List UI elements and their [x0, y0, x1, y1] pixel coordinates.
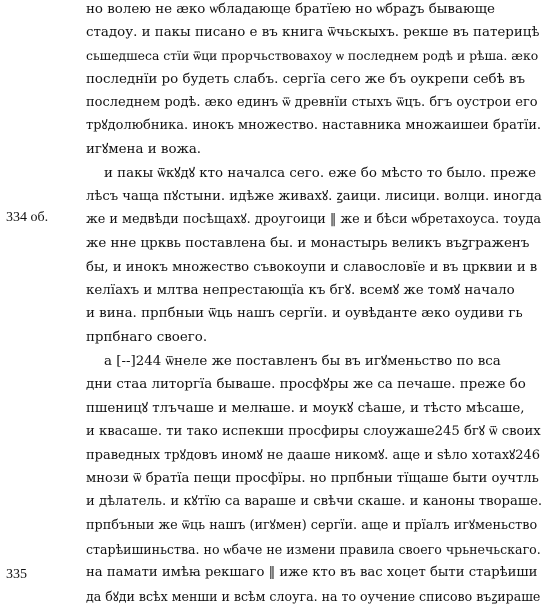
text-line: стадоу. и пакы писано е въ книга ѿчьскыхъ. рекше въ патерицѣ	[86, 25, 540, 40]
text-line: да бꙋди всѣх менши и всѣм слоуга. на то оучение списово въꙁираше	[86, 589, 541, 604]
text-line: и пакы ѿкꙋдꙋ кто началса сего. еже бо мѣсто то было. преже	[104, 166, 537, 181]
text-line: бы, и инокъ множество съвокоупи и славословїе и въ црквии и в	[86, 260, 538, 275]
text-line: дни стаа литоргїа бываше. просфꙋры же са печаше. преже бо	[86, 377, 526, 392]
text-line: пшеницꙋ тлъчаше и мелꙗше. и моукꙋ сѣаше, и тѣсто мѣсаше,	[86, 401, 525, 416]
text-line: прпбнаго своего.	[86, 330, 208, 345]
text-line: мнози ѿ братїа пещи просфїры. но прпбныи тїщаше быти оучтль	[86, 471, 539, 486]
text-line: и вина. прпбныи ѿць нашъ сергїи. и оувѣданте ӕко оудиви гь	[86, 306, 523, 321]
text-line: праведных трꙋдовъ иномꙋ не дааше никомꙋ. аще и ѕѣло хотахꙋ246	[86, 448, 541, 463]
text-line: же и медвѣди посѣщахꙋ. дроугоици ‖ же и бѣси ѡбретахоуса. тоуда	[86, 212, 542, 227]
text-line: прпбъныи же ѿць нашъ (игꙋмен) сергїи. аще и прїалъ игꙋменьство	[86, 518, 538, 533]
folio-number-335: 335	[6, 567, 27, 582]
text-line: лѣсъ чаща пꙋстыни. идѣже живахꙋ. ꙁаици. лисици. волци. иногда	[86, 189, 542, 204]
text-line: игꙋмена и вожа.	[86, 142, 202, 157]
text-line: последнем родѣ. ӕко единъ ѿ древнїи стыхъ ѿцъ. бгъ оустрои его	[86, 95, 538, 110]
text-line: и квасаше. ти тако испекши просфиры слоужаше245 бгꙋ ѿ своих	[86, 424, 541, 439]
text-line: а [--]244 ѿнеле же поставленъ бы въ игꙋменьство по вса	[104, 354, 501, 369]
folio-number-334-ob: 334 об.	[6, 210, 49, 225]
text-line: же нне црквь поставлена бы. и монастырь великъ въꙁграженъ	[86, 236, 530, 251]
text-line: и дѣлатель. и кꙋтїю са вараше и свѣчи скаше. и каноны твораше.	[86, 494, 543, 509]
text-line: старѣишиньства. но ѡбаче не измени правила своего чрьнечьскаго.	[86, 542, 541, 557]
text-line: на памати имѣꙗ рекшаго ‖ иже кто въ вас хоцет быти старѣиши	[86, 565, 538, 580]
text-line: сьшедшеса стїи ѿци прорчьствовахоу ѡ последнем родѣ и рѣша. ӕко	[86, 48, 539, 63]
text-line: последнїи ро будеть слабъ. сергїа сего же бъ оукрепи себѣ въ	[86, 72, 526, 87]
text-line: но волею не ӕко ѡбладающе братїею но ѡбраꙁъ бывающе	[86, 2, 495, 17]
text-line: келїахъ и млтва непрестающїа къ бгꙋ. всемꙋ же томꙋ начало	[86, 283, 515, 298]
text-line: трꙋдолюбника. инокъ множество. наставника множаишеи братїи.	[86, 118, 542, 133]
